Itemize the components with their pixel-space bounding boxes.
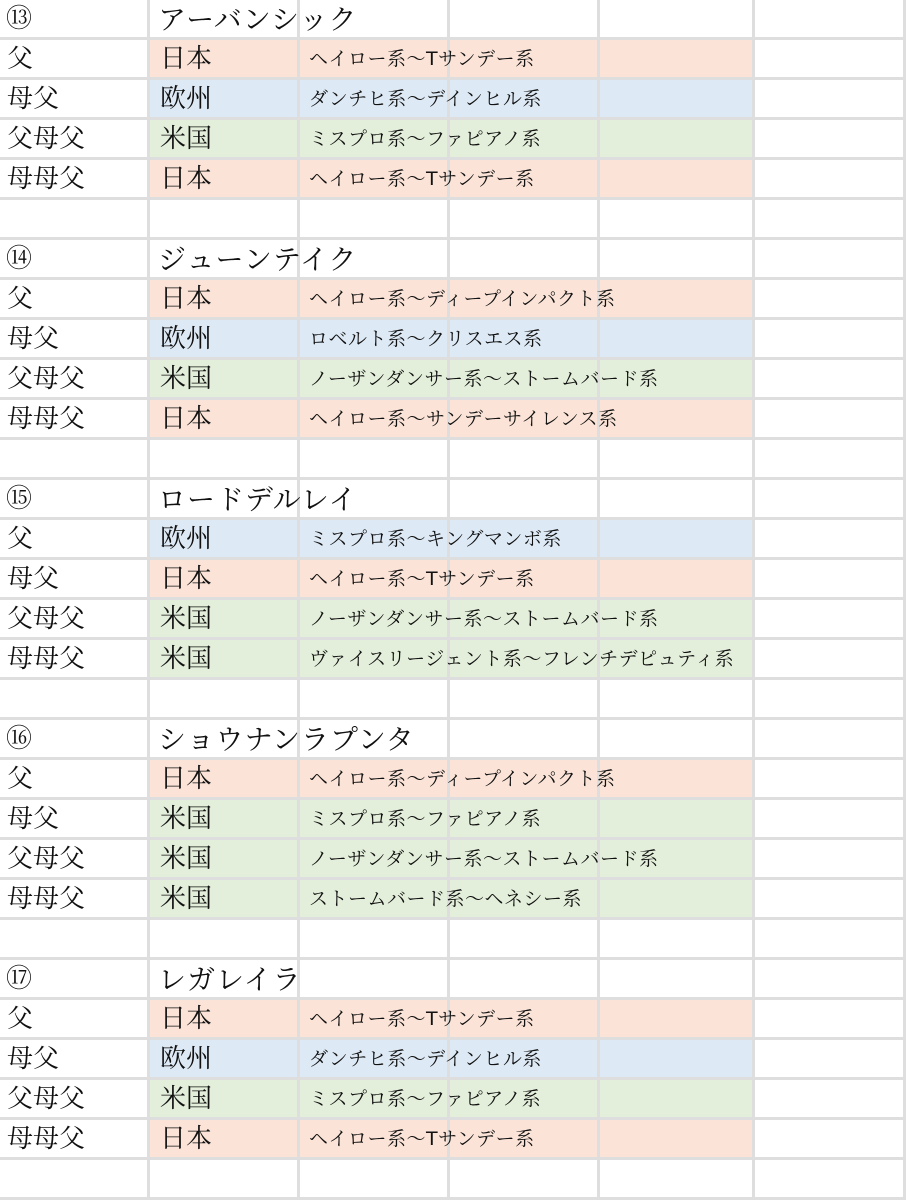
grid-cell[interactable]	[300, 440, 450, 480]
grid-cell[interactable]	[755, 1080, 906, 1120]
grid-cell[interactable]	[450, 240, 600, 280]
sire-line: ロベルト系〜クリスエス系	[309, 328, 543, 350]
grid-cell[interactable]	[600, 680, 755, 720]
grid-cell[interactable]	[600, 1080, 755, 1120]
horse-name: ショウナンラプンタ	[158, 723, 415, 756]
grid-cell[interactable]	[300, 920, 450, 960]
pedigree-label: 母父	[7, 1044, 60, 1074]
grid-cell[interactable]	[755, 800, 906, 840]
grid-cell[interactable]	[150, 440, 300, 480]
sire-line: ノーザンダンサー系〜ストームバード系	[309, 368, 659, 390]
grid-cell[interactable]	[450, 1160, 600, 1200]
sire-line: ノーザンダンサー系〜ストームバード系	[309, 848, 659, 870]
pedigree-label: 母母父	[7, 164, 86, 194]
pedigree-label: 母父	[7, 84, 60, 114]
grid-cell[interactable]	[600, 120, 755, 160]
horse-name: アーバンシック	[158, 3, 358, 36]
grid-cell[interactable]	[450, 920, 600, 960]
pedigree-label: 父母父	[7, 1084, 86, 1114]
grid-cell[interactable]	[755, 920, 906, 960]
sire-line: ヘイロー系〜Tサンデー系	[309, 1128, 535, 1150]
sire-line: ヘイロー系〜Tサンデー系	[309, 168, 535, 190]
region-name: 米国	[160, 844, 213, 874]
pedigree-label: 父	[7, 1004, 34, 1034]
horse-header-row	[0, 480, 906, 520]
pedigree-row	[0, 600, 906, 640]
grid-cell[interactable]	[755, 600, 906, 640]
pedigree-row	[0, 400, 906, 440]
sire-line: ヘイロー系〜ディープインパクト系	[309, 288, 616, 310]
grid-cell[interactable]	[600, 440, 755, 480]
grid-cell[interactable]	[600, 1120, 755, 1160]
pedigree-label: 父	[7, 284, 34, 314]
grid-cell[interactable]	[450, 680, 600, 720]
pedigree-label: 母母父	[7, 1124, 86, 1154]
grid-cell[interactable]	[150, 200, 300, 240]
region-name: 米国	[160, 1084, 213, 1114]
grid-cell[interactable]	[600, 1040, 755, 1080]
pedigree-row	[0, 640, 906, 680]
sire-line: ミスプロ系〜キングマンボ系	[309, 528, 562, 550]
grid-cell[interactable]	[450, 200, 600, 240]
grid-cell[interactable]	[600, 920, 755, 960]
grid-cell[interactable]	[600, 280, 755, 320]
pedigree-row	[0, 760, 906, 800]
grid-cell[interactable]	[150, 680, 300, 720]
blank-row	[0, 920, 906, 960]
horse-header-row	[0, 0, 906, 40]
sire-line: ミスプロ系〜ファピアノ系	[309, 808, 542, 830]
grid-cell[interactable]	[600, 40, 755, 80]
region-name: 日本	[160, 564, 213, 594]
pedigree-row	[0, 520, 906, 560]
grid-cell[interactable]	[600, 1160, 755, 1200]
region-name: 欧州	[160, 84, 213, 114]
horse-name: ロードデルレイ	[158, 483, 358, 516]
pedigree-row	[0, 1040, 906, 1080]
grid-cell[interactable]	[755, 200, 906, 240]
sire-line: ヴァイスリージェント系〜フレンチデピュティ系	[309, 648, 735, 670]
grid-cell[interactable]	[600, 320, 755, 360]
grid-cell[interactable]	[755, 80, 906, 120]
grid-cell[interactable]	[755, 1000, 906, 1040]
region-name: 欧州	[160, 524, 213, 554]
region-name: 米国	[160, 364, 213, 394]
grid-cell[interactable]	[755, 120, 906, 160]
region-name: 日本	[160, 44, 213, 74]
blank-row	[0, 680, 906, 720]
pedigree-label: 母父	[7, 324, 60, 354]
region-name: 日本	[160, 284, 213, 314]
grid-cell[interactable]	[600, 200, 755, 240]
horse-header-row	[0, 720, 906, 760]
grid-cell[interactable]	[755, 720, 906, 760]
grid-cell[interactable]	[755, 760, 906, 800]
pedigree-label: 父母父	[7, 604, 86, 634]
grid-cell[interactable]	[600, 240, 755, 280]
grid-cell[interactable]	[600, 520, 755, 560]
grid-cell[interactable]	[150, 920, 300, 960]
pedigree-row	[0, 360, 906, 400]
grid-cell[interactable]	[755, 480, 906, 520]
pedigree-row	[0, 1000, 906, 1040]
region-name: 日本	[160, 1124, 213, 1154]
grid-cell[interactable]	[755, 1120, 906, 1160]
pedigree-row	[0, 40, 906, 80]
pedigree-label: 母父	[7, 804, 60, 834]
pedigree-row	[0, 1120, 906, 1160]
horse-number: ⑯	[6, 724, 33, 754]
grid-cell[interactable]	[755, 560, 906, 600]
pedigree-row	[0, 160, 906, 200]
pedigree-label: 父	[7, 44, 34, 74]
pedigree-row	[0, 120, 906, 160]
grid-cell[interactable]	[755, 0, 906, 40]
grid-cell[interactable]	[755, 280, 906, 320]
grid-cell[interactable]	[600, 400, 755, 440]
grid-cell[interactable]	[600, 760, 755, 800]
pedigree-label: 父母父	[7, 124, 86, 154]
grid-cell[interactable]	[0, 920, 150, 960]
pedigree-label: 母母父	[7, 404, 86, 434]
sire-line: ヘイロー系〜Tサンデー系	[309, 568, 535, 590]
region-name: 欧州	[160, 1044, 213, 1074]
pedigree-row	[0, 840, 906, 880]
horse-name: ジューンテイク	[158, 243, 358, 276]
grid-cell[interactable]	[755, 520, 906, 560]
region-name: 日本	[160, 764, 213, 794]
grid-cell[interactable]	[755, 880, 906, 920]
region-name: 米国	[160, 644, 213, 674]
pedigree-label: 父母父	[7, 844, 86, 874]
horse-name: レガレイラ	[158, 963, 302, 996]
grid-cell[interactable]	[600, 160, 755, 200]
sire-line: ミスプロ系〜ファピアノ系	[309, 128, 542, 150]
grid-cell[interactable]	[600, 0, 755, 40]
sire-line: ノーザンダンサー系〜ストームバード系	[309, 608, 659, 630]
sire-line: ダンチヒ系〜デインヒル系	[309, 88, 542, 110]
grid-cell[interactable]	[450, 0, 600, 40]
grid-cell[interactable]	[755, 240, 906, 280]
region-name: 日本	[160, 1004, 213, 1034]
grid-cell[interactable]	[755, 400, 906, 440]
grid-cell[interactable]	[450, 480, 600, 520]
region-name: 米国	[160, 604, 213, 634]
grid-cell[interactable]	[600, 800, 755, 840]
grid-cell[interactable]	[600, 720, 755, 760]
grid-cell[interactable]	[300, 1160, 450, 1200]
region-name: 米国	[160, 884, 213, 914]
sire-line: ヘイロー系〜Tサンデー系	[309, 48, 535, 70]
grid-cell[interactable]	[600, 880, 755, 920]
region-name: 米国	[160, 804, 213, 834]
pedigree-label: 父母父	[7, 364, 86, 394]
grid-cell[interactable]	[755, 840, 906, 880]
pedigree-row	[0, 800, 906, 840]
horse-header-row	[0, 240, 906, 280]
grid-cell[interactable]	[755, 1160, 906, 1200]
grid-cell[interactable]	[600, 1000, 755, 1040]
pedigree-row	[0, 320, 906, 360]
grid-cell[interactable]	[0, 200, 150, 240]
grid-cell[interactable]	[755, 960, 906, 1000]
grid-cell[interactable]	[0, 440, 150, 480]
grid-cell[interactable]	[755, 360, 906, 400]
grid-cell[interactable]	[300, 680, 450, 720]
grid-cell[interactable]	[0, 680, 150, 720]
grid-cell[interactable]	[450, 960, 600, 1000]
pedigree-label: 父	[7, 524, 34, 554]
grid-cell[interactable]	[450, 720, 600, 760]
grid-cell[interactable]	[600, 960, 755, 1000]
pedigree-label: 母母父	[7, 644, 86, 674]
horse-number: ⑮	[6, 484, 33, 514]
sire-line: ストームバード系〜ヘネシー系	[309, 888, 583, 910]
region-name: 日本	[160, 164, 213, 194]
grid-cell[interactable]	[755, 320, 906, 360]
pedigree-row	[0, 880, 906, 920]
grid-cell[interactable]	[755, 440, 906, 480]
grid-cell[interactable]	[450, 440, 600, 480]
blank-row	[0, 1160, 906, 1200]
horse-number: ⑰	[6, 964, 33, 994]
grid-cell[interactable]	[755, 680, 906, 720]
pedigree-row	[0, 280, 906, 320]
grid-cell[interactable]	[755, 640, 906, 680]
blank-row	[0, 200, 906, 240]
sire-line: ヘイロー系〜Tサンデー系	[309, 1008, 535, 1030]
grid-cell[interactable]	[0, 1160, 150, 1200]
grid-cell[interactable]	[755, 1040, 906, 1080]
sire-line: ミスプロ系〜ファピアノ系	[309, 1088, 542, 1110]
region-name: 欧州	[160, 324, 213, 354]
region-name: 米国	[160, 124, 213, 154]
pedigree-label: 母父	[7, 564, 60, 594]
grid-cell[interactable]	[600, 560, 755, 600]
pedigree-label: 母母父	[7, 884, 86, 914]
grid-cell[interactable]	[150, 1160, 300, 1200]
horse-number: ⑬	[6, 4, 33, 34]
pedigree-row	[0, 80, 906, 120]
horse-header-row	[0, 960, 906, 1000]
pedigree-label: 父	[7, 764, 34, 794]
grid-cell[interactable]	[600, 80, 755, 120]
pedigree-row	[0, 560, 906, 600]
pedigree-row	[0, 1080, 906, 1120]
horse-number: ⑭	[6, 244, 33, 274]
grid-cell[interactable]	[755, 160, 906, 200]
sire-line: ヘイロー系〜サンデーサイレンス系	[309, 408, 618, 430]
sire-line: ダンチヒ系〜デインヒル系	[309, 1048, 542, 1070]
grid-cell[interactable]	[755, 40, 906, 80]
grid-cell[interactable]	[600, 480, 755, 520]
grid-cell[interactable]	[300, 960, 450, 1000]
grid-cell[interactable]	[300, 200, 450, 240]
sire-line: ヘイロー系〜ディープインパクト系	[309, 768, 616, 790]
region-name: 日本	[160, 404, 213, 434]
blank-row	[0, 440, 906, 480]
